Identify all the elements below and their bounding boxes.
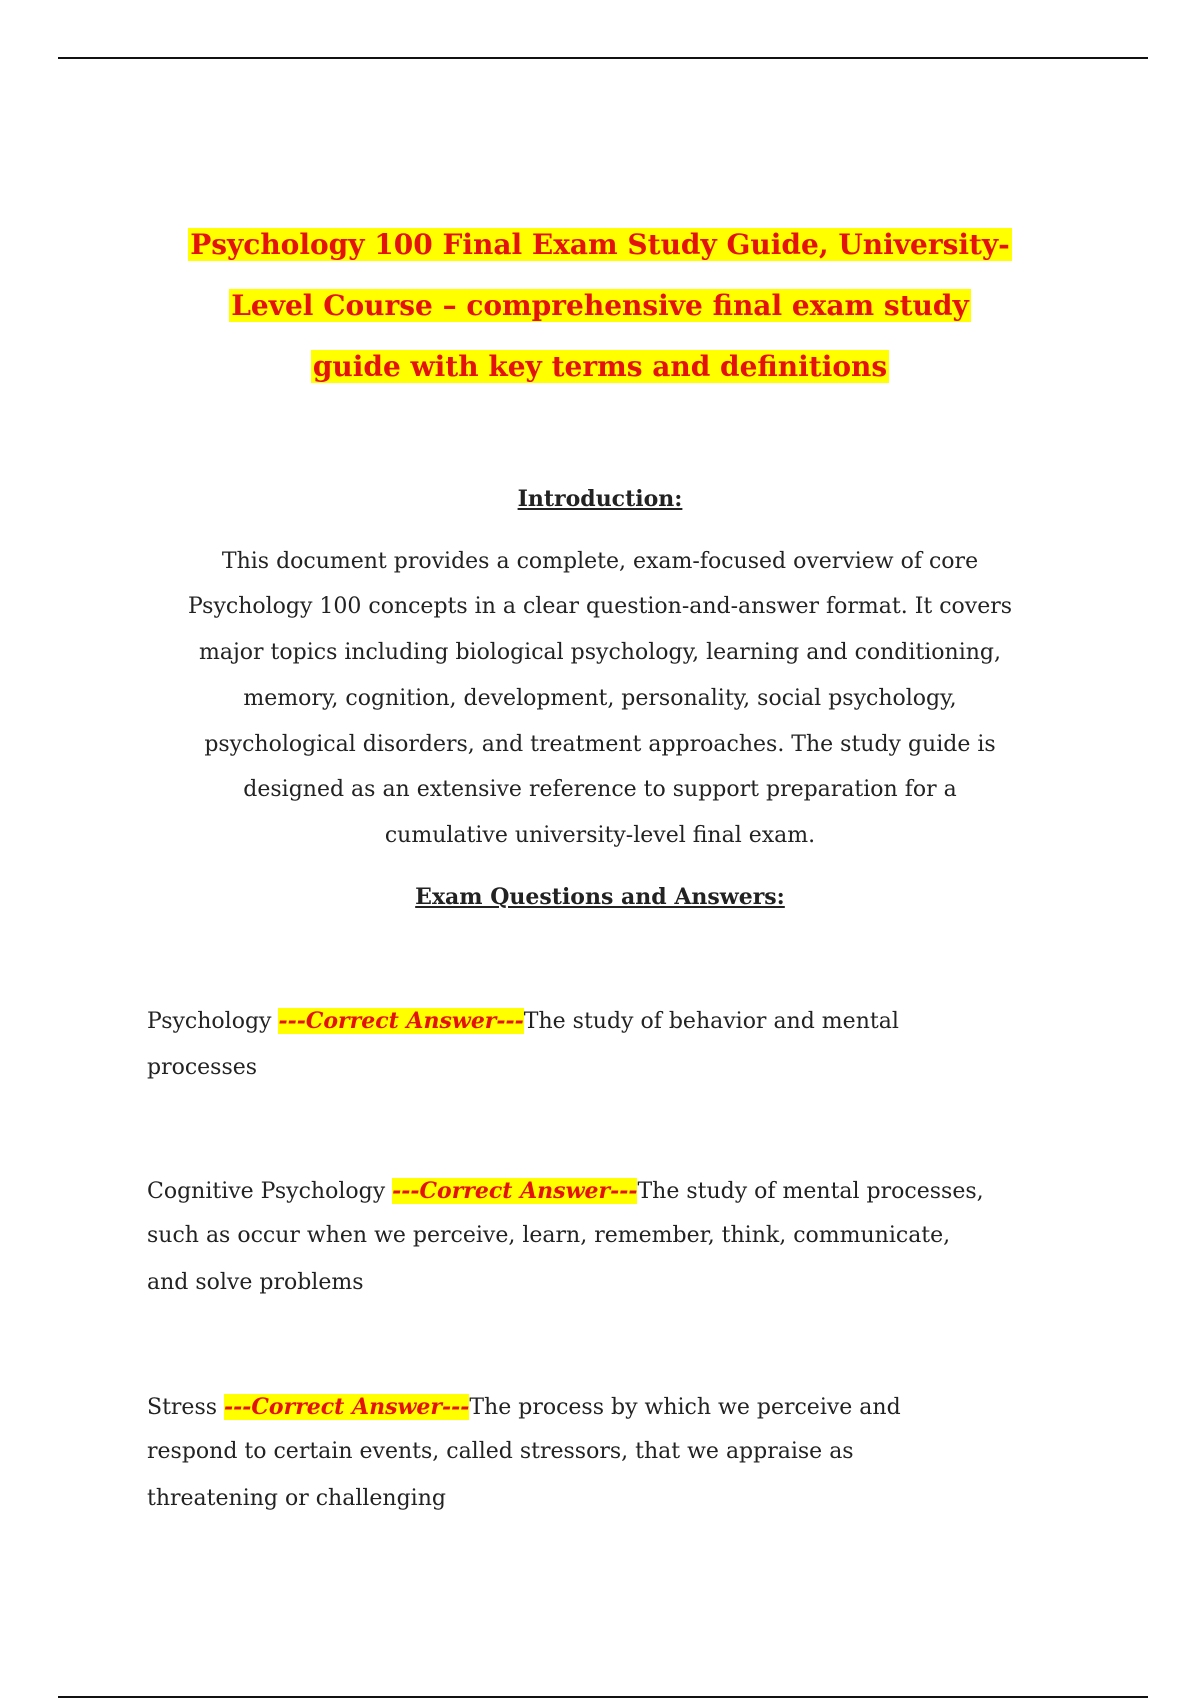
- qa-answer-line: such as occur when we perceive, learn, remember, think, communicate,: [147, 1223, 951, 1248]
- intro-line: major topics including biological psychology, learning and conditioning,: [198, 640, 1001, 665]
- title-text: Psychology 100 Final Exam Study Guide, University-: [190, 228, 1010, 261]
- qa-term: Psychology: [147, 1009, 279, 1034]
- intro-line: designed as an extensive reference to support preparation for a: [243, 777, 957, 802]
- intro-line: This document provides a complete, exam-focused overview of core: [221, 549, 979, 574]
- title-line-1: [0, 222, 1200, 268]
- qa-answer-line: respond to certain events, called stressors, that we appraise as: [147, 1439, 854, 1464]
- bottom-rule: [58, 1696, 1148, 1698]
- qa-answer-line: processes: [147, 1055, 258, 1080]
- qa-answer-line: and solve problems: [147, 1270, 364, 1295]
- intro-line: psychological disorders, and treatment approaches. The study guide is: [204, 732, 996, 757]
- qa-heading: Exam Questions and Answers:: [415, 884, 785, 910]
- correct-answer-marker: ---Correct Answer---: [392, 1178, 638, 1204]
- qa-term: Stress: [147, 1395, 225, 1420]
- intro-line: cumulative university-level final exam.: [384, 823, 816, 848]
- title-text: Level Course – comprehensive final exam study: [231, 289, 969, 322]
- qa-answer: The study of behavior and mental: [523, 1009, 899, 1034]
- qa-term: Cognitive Psychology: [147, 1179, 393, 1204]
- intro-line: Psychology 100 concepts in a clear question-and-answer format. It covers: [187, 594, 1013, 619]
- title-line-2: [0, 283, 1200, 329]
- title-text: guide with key terms and definitions: [312, 350, 888, 383]
- correct-answer-marker: ---Correct Answer---: [224, 1394, 470, 1420]
- title-line-3: [0, 344, 1200, 390]
- qa-answer: The process by which we perceive and: [469, 1395, 901, 1420]
- qa-answer-line: threatening or challenging: [147, 1486, 446, 1511]
- introduction-heading: Introduction:: [517, 486, 683, 512]
- qa-answer: The study of mental processes,: [637, 1179, 984, 1204]
- correct-answer-marker: ---Correct Answer---: [278, 1008, 524, 1034]
- intro-line: memory, cognition, development, personality, social psychology,: [243, 686, 957, 711]
- top-rule: [58, 57, 1148, 59]
